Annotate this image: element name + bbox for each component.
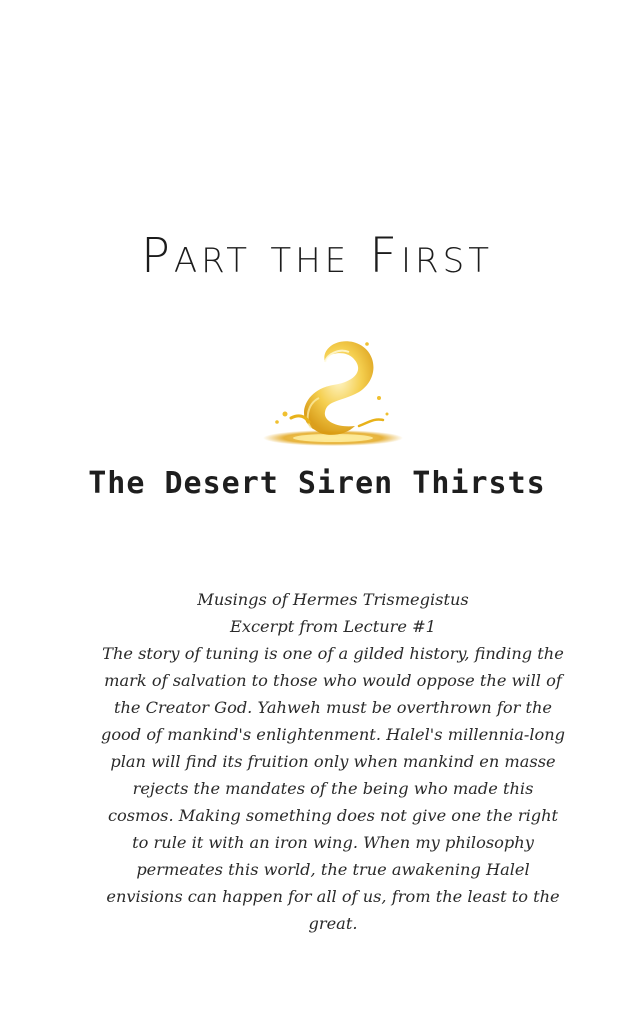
epigraph-attribution: Musings of Hermes Trismegistus (197, 590, 469, 609)
golden-water-splash-icon (255, 330, 405, 455)
epigraph-source: Excerpt from Lecture #1 (230, 617, 436, 636)
epigraph-text: The story of tuning is one of a gilded history, finding the mark of salvation to those who would oppose the will of the Creator God. Yahweh must be overthrown for the good of mankind's enlightenment. Halel's millennia-long plan will find its fruition only when mankind en masse rejects the mandates of the being who made this cosmos. Making something does not give one the right to rule it with an iron wing. When my philosophy permeates this world, the true awakening Halel envisions can happen for all of us, from the least to the great. (100, 644, 566, 933)
epigraph (100, 586, 566, 937)
part-title: Part the First (140, 228, 494, 284)
chapter-title: The Desert Siren Thirsts (88, 466, 546, 501)
